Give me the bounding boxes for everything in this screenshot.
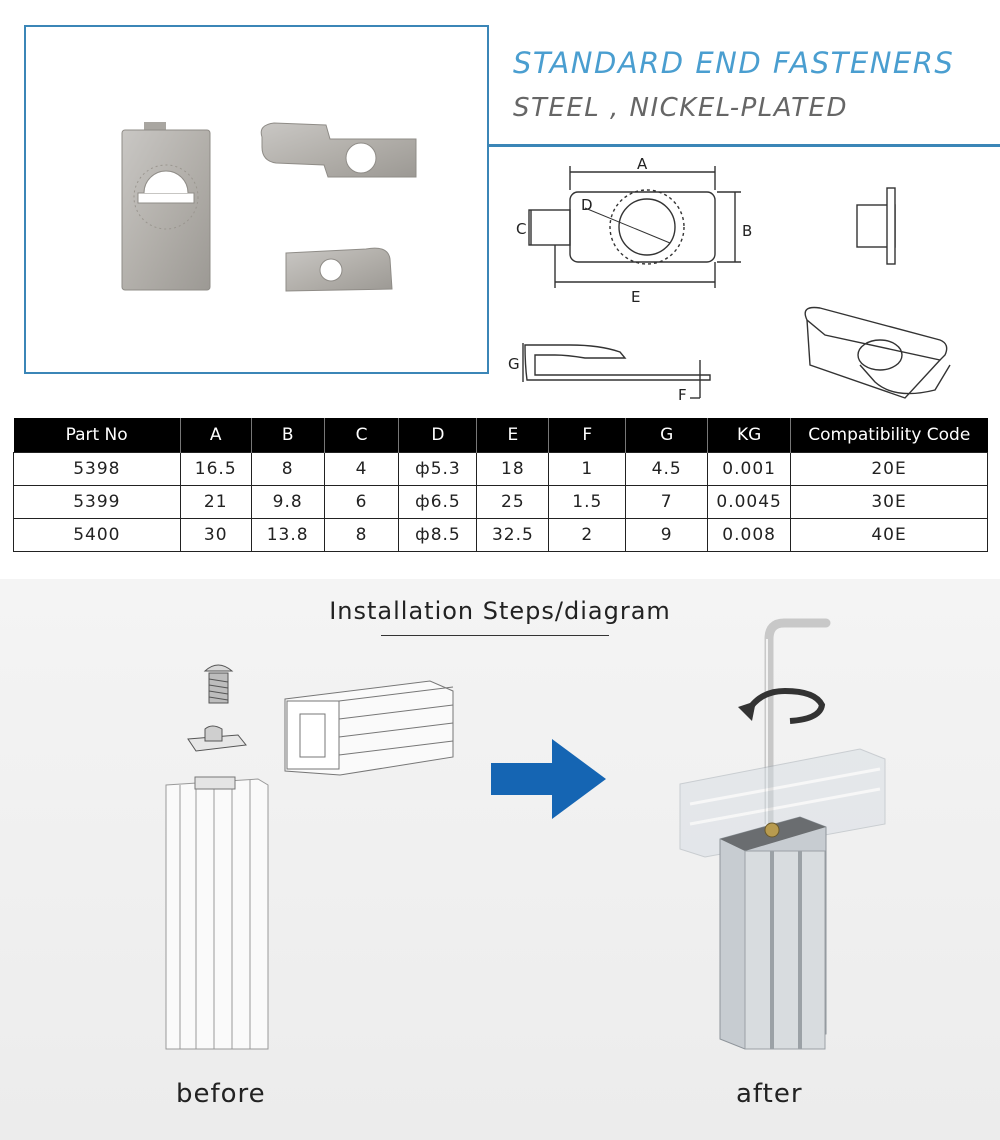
column-header: Part No [14,418,181,453]
table-cell: 21 [180,486,251,519]
column-header: D [399,418,477,453]
dim-label-b: B [742,222,753,240]
large-fastener-plate [122,122,210,290]
table-row [14,519,988,552]
table-cell: 9.8 [251,486,324,519]
table-cell: 20E [791,453,988,486]
table-cell: 25 [477,486,549,519]
table-cell: ф8.5 [399,519,477,552]
dim-label-d: D [581,196,593,214]
tab-outline [529,210,570,245]
column-header: KG [708,418,791,453]
table-cell: 1 [549,453,626,486]
column-header: E [477,418,549,453]
table-cell: ф6.5 [399,486,477,519]
table-cell: 8 [251,453,324,486]
installation-section [0,579,1000,1140]
table-cell: 4 [324,453,399,486]
table-cell: 0.001 [708,453,791,486]
table-cell: 5398 [14,453,181,486]
spec-table [13,418,988,552]
dim-label-g: G [508,355,520,373]
column-header: F [549,418,626,453]
installation-title-underline [381,635,609,636]
table-cell: 0.0045 [708,486,791,519]
clip-profile [525,345,710,380]
dim-label-e: E [631,288,641,306]
fasteners-photo-illustration [26,27,487,372]
dim-label-f: F [678,386,687,404]
column-header: C [324,418,399,453]
table-cell: 4.5 [626,453,708,486]
table-cell: 30E [791,486,988,519]
column-header: Compatibility Code [791,418,988,453]
table-cell: 9 [626,519,708,552]
before-caption: before [176,1079,266,1109]
after-caption: after [736,1079,803,1109]
serrated-hole [619,199,675,255]
table-cell: 6 [324,486,399,519]
material-subtitle: STEEL , NICKEL-PLATED [513,93,849,123]
table-row [14,453,988,486]
end-fastener-icon [188,726,246,751]
header-divider [489,144,1000,147]
column-header: G [626,418,708,453]
table-cell: 40E [791,519,988,552]
small-end-clip [286,248,392,291]
column-header: B [251,418,324,453]
dimension-drawing [495,150,1000,410]
installation-title: Installation Steps/diagram [329,597,671,625]
dim-label-c: C [516,220,527,238]
table-cell: 1.5 [549,486,626,519]
rotate-icon [738,691,822,721]
large-end-clip [261,123,416,177]
horizontal-profile-icon [285,681,453,775]
table-cell: 32.5 [477,519,549,552]
table-cell: 18 [477,453,549,486]
table-row [14,486,988,519]
table-cell: 13.8 [251,519,324,552]
assembled-profile-icon [720,817,826,1049]
vertical-profile-icon [166,777,268,1049]
table-cell: 8 [324,519,399,552]
table-cell: ф5.3 [399,453,477,486]
product-title: STANDARD END FASTENERS [513,46,955,80]
table-cell: 16.5 [180,453,251,486]
table-header-row [14,418,988,453]
table-cell: 5399 [14,486,181,519]
table-cell: 30 [180,519,251,552]
dim-label-a: A [637,155,648,173]
table-cell: 0.008 [708,519,791,552]
clip-3d-view [805,308,946,361]
installation-illustration [0,579,1000,1140]
table-cell: 7 [626,486,708,519]
arrow-right-icon [491,739,606,819]
table-cell: 2 [549,519,626,552]
column-header: A [180,418,251,453]
table-cell: 5400 [14,519,181,552]
screw-icon [205,665,232,703]
product-photo [24,25,489,374]
